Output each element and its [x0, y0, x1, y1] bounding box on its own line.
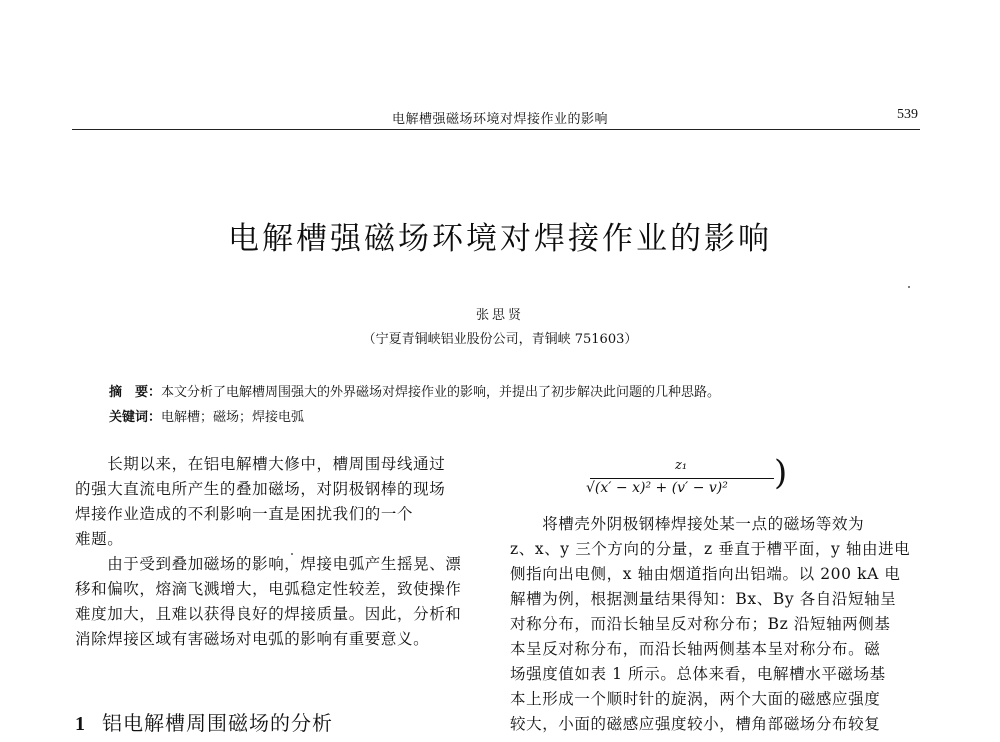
body-line: 对称分布，而沿长轴呈反对称分布；Bz 沿短轴两侧基 [510, 615, 891, 633]
header-rule [72, 129, 920, 130]
section-heading [75, 707, 333, 736]
formula-numerator: z₁ [674, 458, 688, 473]
formula-right-paren: ) [774, 453, 788, 493]
fraction-bar [590, 478, 774, 479]
formula [586, 453, 788, 508]
affiliation: （宁夏青铜峡铝业股份公司，青铜峡 751603） [362, 332, 638, 347]
body-line: z、x、y 三个方向的分量，z 垂直于槽平面，y 轴由进电 [510, 540, 911, 558]
body-line: 侧指向出电侧，x 轴由烟道指向出铝端。以 200 kA 电 [510, 565, 901, 583]
abstract [109, 381, 720, 400]
keywords [109, 406, 304, 425]
abstract-text: 本文分析了电解槽周围强大的外界磁场对焊接作业的影响，并提出了初步解决此问题的几种思路。 [161, 385, 721, 400]
section-title: 铝电解槽周围磁场的分析 [102, 711, 333, 735]
body-line: 将槽壳外阴极钢棒焊接处某一点的磁场等效为 [510, 515, 865, 533]
body-line: 难题。 [75, 530, 124, 548]
left-column-body [75, 452, 480, 652]
body-line: 较大，小面的磁感应强度较小，槽角部磁场分布较复 [510, 715, 881, 733]
body-line: 长期以来，在铝电解槽大修中，槽周围母线通过 [75, 455, 446, 473]
body-line: 难度加大，且难以获得良好的焊接质量。因此，分析和 [75, 605, 462, 623]
page-number: 539 [897, 107, 918, 122]
keywords-label: 关键词： [109, 410, 162, 425]
body-line: 本呈反对称分布，而沿长轴两侧基本呈对称分布。磁 [510, 640, 881, 658]
body-line: 解槽为例，根据测量结果得知：Bx、By 各自沿短轴呈 [510, 590, 897, 608]
body-line: 本上形成一个顺时针的旋涡，两个大面的磁感应强度 [510, 690, 881, 708]
formula-denominator: √(x′ − x)² + (v′ − v)² [586, 480, 728, 496]
body-line: 的强大直流电所产生的叠加磁场，对阴极钢棒的现场 [75, 480, 446, 498]
body-line: 移和偏吹，熔滴飞溅增大，电弧稳定性较差，致使操作 [75, 580, 462, 598]
right-column-body [510, 512, 920, 737]
body-line: 场强度值如表 1 所示。总体来看，电解槽水平磁场基 [510, 665, 886, 683]
paper-title: 电解槽强磁场环境对焊接作业的影响 [228, 221, 772, 257]
running-header-title: 电解槽强磁场环境对焊接作业的影响 [391, 112, 608, 127]
scan-speck [908, 286, 910, 288]
keywords-text: 电解槽；磁场；焊接电弧 [161, 410, 305, 425]
body-line: 焊接作业造成的不利影响一直是困扰我们的一个 [75, 505, 414, 523]
abstract-label: 摘 要： [109, 385, 162, 400]
section-number: 1 [75, 713, 86, 735]
body-line: 由于受到叠加磁场的影响，焊接电弧产生摇晃、漂 [75, 555, 462, 573]
body-line: 消除焊接区域有害磁场对电弧的影响有重要意义。 [75, 630, 430, 648]
scan-speck [291, 553, 293, 555]
author: 张思贤 [475, 308, 524, 323]
